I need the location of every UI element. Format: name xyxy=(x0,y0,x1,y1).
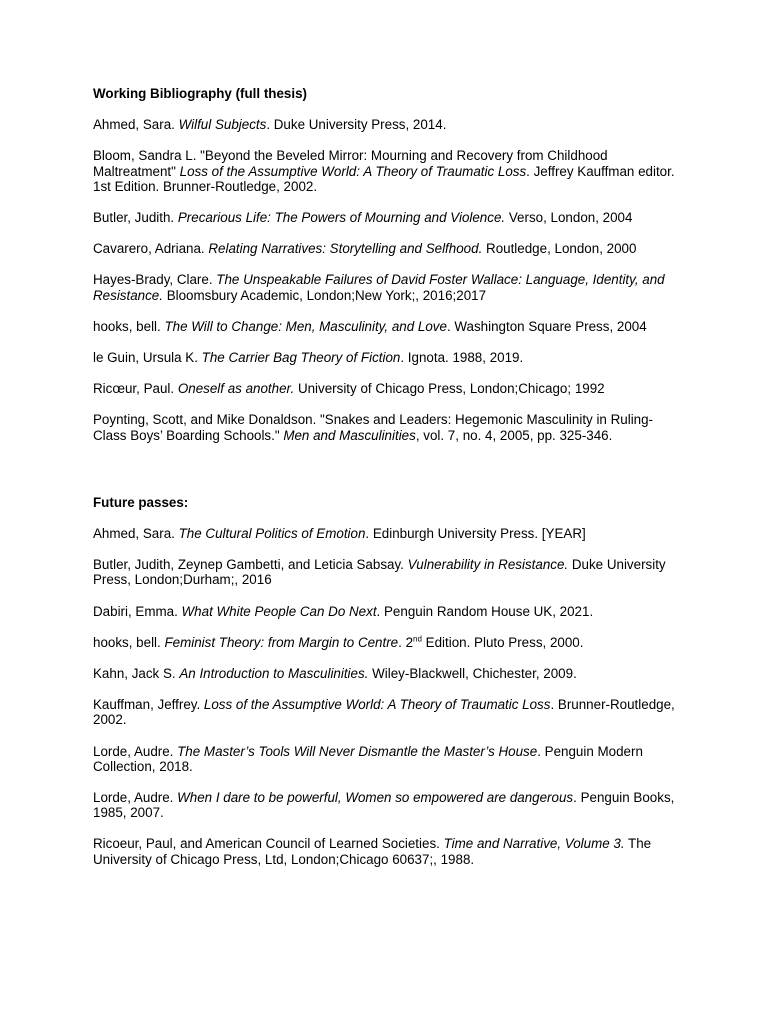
entry-publication: The University of Chicago Press, Ltd, London;Chicago 60637;, 1988. xyxy=(93,836,652,867)
bibliography-entry xyxy=(93,697,678,727)
bibliography-entry xyxy=(93,836,678,866)
entry-author: Lorde, Audre. xyxy=(93,743,178,759)
bibliography-entry xyxy=(93,744,678,774)
entry-title: The Cultural Politics of Emotion xyxy=(178,526,366,542)
entry-publication: University of Chicago Press, London;Chicago; 1992 xyxy=(294,381,605,397)
entry-publication: Duke University Press, London;Durham;, 2016 xyxy=(93,557,666,588)
entry-title: The Carrier Bag Theory of Fiction xyxy=(201,350,401,366)
entry-title: Vulnerability in Resistance. xyxy=(407,557,569,573)
entry-author: Hayes-Brady, Clare. xyxy=(93,272,217,288)
entry-author: Dabiri, Emma. xyxy=(93,603,182,619)
bibliography-entry xyxy=(93,526,678,541)
entry-title: Wilful Subjects xyxy=(178,117,267,133)
bibliography-entry xyxy=(93,635,678,650)
bibliography-entry xyxy=(93,557,678,587)
section-gap xyxy=(93,459,678,495)
entry-author: Kauffman, Jeffrey. xyxy=(93,697,204,713)
entry-title: When I dare to be powerful, Women so empowered are dangerous xyxy=(177,790,574,806)
entry-author: Lorde, Audre. xyxy=(93,790,178,806)
document-page xyxy=(93,86,678,883)
bibliography-entry xyxy=(93,790,678,820)
entry-publication: Verso, London, 2004 xyxy=(505,210,633,226)
entry-title: What White People Can Do Next xyxy=(181,603,377,619)
bibliography-entry xyxy=(93,350,678,365)
bibliography-entry xyxy=(93,604,678,619)
entry-title: Relating Narratives: Storytelling and Selfhood. xyxy=(208,241,483,257)
entry-title: The Will to Change: Men, Masculinity, and Love xyxy=(164,318,447,334)
bibliography-entry xyxy=(93,241,678,256)
future-passes-list xyxy=(93,526,678,867)
entry-title: Precarious Life: The Powers of Mourning and Violence. xyxy=(177,210,506,226)
entry-title: Loss of the Assumptive World: A Theory of Traumatic Loss xyxy=(203,697,551,713)
entry-publication: . Penguin Random House UK, 2021. xyxy=(376,603,594,619)
bibliography-entry xyxy=(93,210,678,225)
entry-title: Oneself as another. xyxy=(177,381,295,397)
entry-publication: . Washington Square Press, 2004 xyxy=(446,318,647,334)
entry-publication: , vol. 7, no. 4, 2005, pp. 325-346. xyxy=(415,427,613,443)
entry-author: Butler, Judith, Zeynep Gambetti, and Leticia Sabsay. xyxy=(93,557,408,573)
entry-author: Poynting, Scott, and Mike Donaldson. "Snakes and Leaders: Hegemonic Masculinity in Ruling-Class Boys’ Boarding Schools." xyxy=(93,412,654,443)
future-passes-heading: Future passes: xyxy=(93,494,189,510)
entry-publication: . Penguin Modern Collection, 2018. xyxy=(93,743,643,774)
bibliography-entry xyxy=(93,381,678,396)
entry-publication: . Edinburgh University Press. [YEAR] xyxy=(365,526,586,542)
entry-title: Feminist Theory: from Margin to Centre xyxy=(164,634,399,650)
bibliography-entry xyxy=(93,666,678,681)
entry-author: Cavarero, Adriana. xyxy=(93,241,209,257)
entry-title: The Master’s Tools Will Never Dismantle the Master’s House xyxy=(177,743,538,759)
bibliography-entry xyxy=(93,272,678,302)
bibliography-entry xyxy=(93,117,678,132)
entry-title: Men and Masculinities xyxy=(283,427,416,443)
bibliography-entry xyxy=(93,148,678,194)
entry-author: Ahmed, Sara. xyxy=(93,117,179,133)
working-bibliography-heading: Working Bibliography (full thesis) xyxy=(93,86,308,101)
entry-author: Ricoeur, Paul, and American Council of Learned Societies. xyxy=(93,836,444,852)
entry-title: An Introduction to Masculinities. xyxy=(179,666,369,682)
bibliography-entry xyxy=(93,412,678,442)
entry-author: Ahmed, Sara. xyxy=(93,526,179,542)
entry-author: hooks, bell. xyxy=(93,318,165,334)
entry-publication: Wiley-Blackwell, Chichester, 2009. xyxy=(368,666,577,682)
entry-author: le Guin, Ursula K. xyxy=(93,350,202,366)
entry-author: Ricœur, Paul. xyxy=(93,381,178,397)
entry-publication: . Jeffrey Kauffman editor. 1st Edition. Brunner-Routledge, 2002. xyxy=(93,163,675,194)
entry-author: Kahn, Jack S. xyxy=(93,666,180,682)
entry-publication-rest: Edition. Pluto Press, 2000. xyxy=(421,634,584,650)
entry-title: Loss of the Assumptive World: A Theory of Traumatic Loss xyxy=(179,163,527,179)
working-bibliography-list xyxy=(93,117,678,443)
entry-publication: . Ignota. 1988, 2019. xyxy=(400,350,524,366)
entry-author: Butler, Judith. xyxy=(93,210,178,226)
entry-publication: Routledge, London, 2000 xyxy=(482,241,637,257)
entry-title: Time and Narrative, Volume 3. xyxy=(443,836,625,852)
bibliography-entry xyxy=(93,319,678,334)
entry-publication: . Duke University Press, 2014. xyxy=(266,117,447,133)
entry-author: Bloom, Sandra L. "Beyond the Beveled Mirror: Mourning and Recovery from Childhood Maltreatment" xyxy=(93,148,608,179)
entry-title: The Unspeakable Failures of David Foster Wallace: Language, Identity, and Resistance. xyxy=(93,272,665,303)
entry-publication: Bloomsbury Academic, London;New York;, 2016;2017 xyxy=(162,287,487,303)
entry-publication: . Brunner-Routledge, 2002. xyxy=(93,697,675,728)
entry-author: hooks, bell. xyxy=(93,634,165,650)
entry-publication: . 2 xyxy=(398,634,414,650)
entry-superscript: nd xyxy=(413,634,422,644)
entry-publication: . Penguin Books, 1985, 2007. xyxy=(93,790,675,821)
